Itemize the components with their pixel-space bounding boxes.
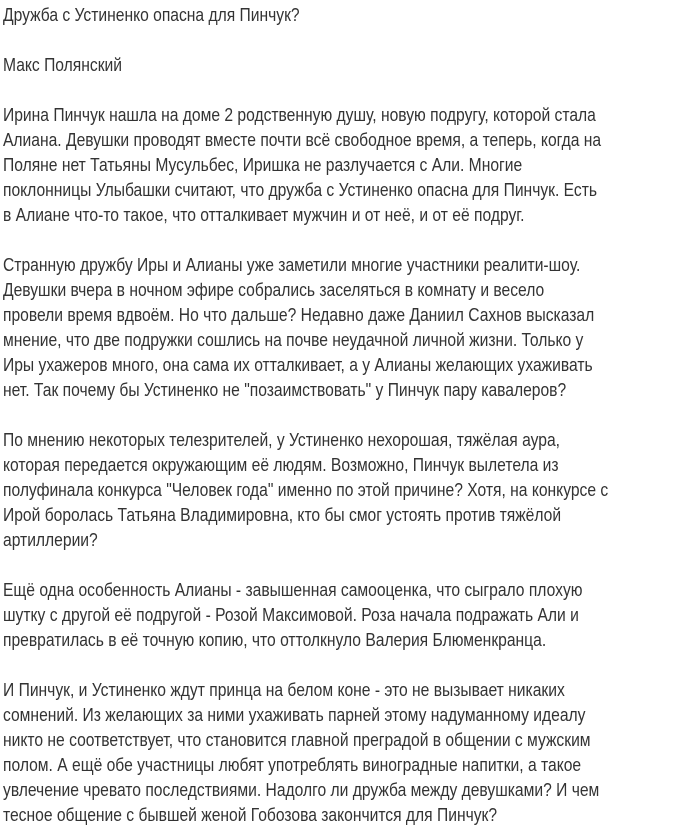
- paragraph-line: Ирой боролась Татьяна Владимировна, кто бы смог устоять против тяжёлой: [3, 504, 562, 525]
- paragraph-line: нет. Так почему бы Устиненко не "позаимствовать" у Пинчук пару кавалеров?: [3, 379, 567, 400]
- article-title-text: Дружба с Устиненко опасна для Пинчук?: [3, 4, 300, 25]
- paragraph-line: которая передается окружающим её людям. Возможно, Пинчук вылетела из: [3, 454, 559, 475]
- paragraph-4: [3, 577, 699, 652]
- paragraph-line: полуфинала конкурса "Человек года" именно по этой причине? Хотя, на конкурсе с: [3, 479, 609, 500]
- paragraph-line: полом. А ещё обе участницы любят употреблять виноградные напитки, а такое: [3, 754, 582, 775]
- paragraph-2: [3, 252, 699, 402]
- paragraph-line: мнение, что две подружки сошлись на почве неудачной личной жизни. Только у: [3, 329, 584, 350]
- paragraph-1: [3, 102, 699, 227]
- paragraph-line: Ирина Пинчук нашла на доме 2 родственную душу, новую подругу, которой стала: [3, 104, 596, 125]
- paragraph-line: По мнению некоторых телезрителей, у Устиненко нехорошая, тяжёлая аура,: [3, 429, 561, 450]
- article-title: [3, 2, 699, 27]
- paragraph-line: артиллерии?: [3, 529, 98, 550]
- article-author: [3, 52, 699, 77]
- paragraph-line: Иры ухажеров много, она сама их отталкивает, а у Алианы желающих ухаживать: [3, 354, 593, 375]
- paragraph-line: провели время вдвоём. Но что дальше? Недавно даже Даниил Сахнов высказал: [3, 304, 595, 325]
- paragraph-5: [3, 677, 699, 827]
- paragraph-line: шутку с другой её подругой - Розой Максимовой. Роза начала подражать Али и: [3, 604, 579, 625]
- paragraph-line: Странную дружбу Иры и Алианы уже заметили многие участники реалити-шоу.: [3, 254, 581, 275]
- article-author-text: Макс Полянский: [3, 54, 122, 75]
- paragraph-line: Ещё одна особенность Алианы - завышенная самооценка, что сыграло плохую: [3, 579, 583, 600]
- paragraph-line: сомнений. Из желающих за ними ухаживать парней этому надуманному идеалу: [3, 704, 586, 725]
- paragraph-line: Алиана. Девушки проводят вместе почти всё свободное время, а теперь, когда на: [3, 129, 602, 150]
- paragraph-line: превратилась в её точную копию, что оттолкнуло Валерия Блюменкранца.: [3, 629, 547, 650]
- paragraph-line: поклонницы Улыбашки считают, что дружба с Устиненко опасна для Пинчук. Есть: [3, 179, 598, 200]
- paragraph-line: увлечение чревато последствиями. Надолго ли дружба между девушками? И чем: [3, 779, 600, 800]
- paragraph-line: никто не соответствует, что становится главной преградой в общении с мужским: [3, 729, 591, 750]
- paragraph-line: Поляне нет Татьяны Мусульбес, Иришка не разлучается с Али. Многие: [3, 154, 523, 175]
- paragraph-line: тесное общение с бывшей женой Гобозова закончится для Пинчук?: [3, 804, 498, 825]
- paragraph-line: Девушки вчера в ночном эфире собрались заселяться в комнату и весело: [3, 279, 545, 300]
- paragraph-line: И Пинчук, и Устиненко ждут принца на белом коне - это не вызывает никаких: [3, 679, 565, 700]
- paragraph-line: в Алиане что-то такое, что отталкивает мужчин и от неё, и от её подруг.: [3, 204, 525, 225]
- paragraph-3: [3, 427, 699, 552]
